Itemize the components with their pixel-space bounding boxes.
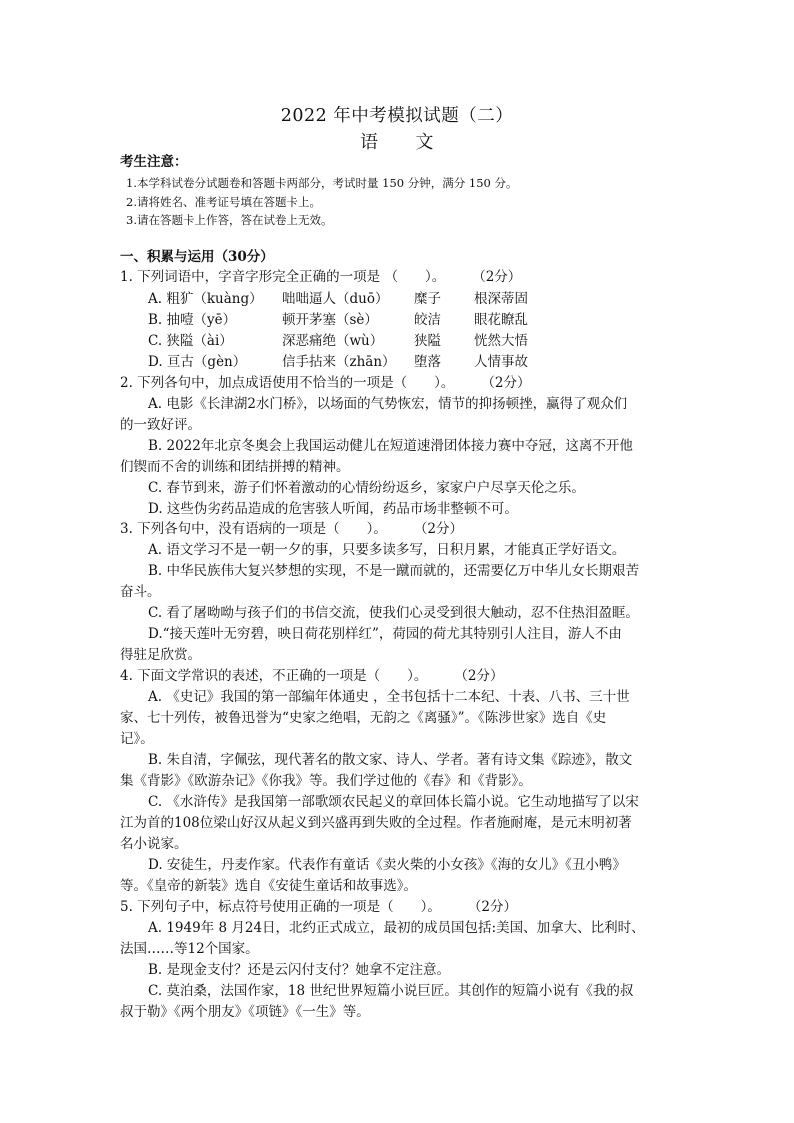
option-b-word: 顿开茅塞（sè） — [282, 312, 378, 328]
subject-title: 语 文 — [360, 132, 434, 153]
option-d-word: 堕落 — [414, 354, 441, 370]
option-a-word: 糜子 — [414, 291, 441, 307]
option-a-word: 咄咄逼人（duō） — [282, 291, 389, 307]
notice-item: 1.本学科试卷分试题卷和答题卡两部分，考试时量 150 分钟，满分 150 分。 — [126, 176, 518, 190]
option-a: A. 语文学习不是一朝一夕的事，只要多读多写，日积月累，才能真正学好语文。 — [148, 542, 626, 558]
option-c: C. 莫泊桑，法国作家，18 世纪世界短篇小说巨匠。其创作的短篇小说有《我的叔 — [148, 983, 634, 999]
option-c: C. 狭隘（ài） — [148, 333, 233, 349]
question-stem: 1. 下列词语中，字音字形完全正确的一项是 （ ）。 （2分） — [120, 269, 522, 285]
question-stem: 2. 下列各句中，加点成语使用不恰当的一项是（ ）。 （2分） — [120, 375, 531, 391]
notice-item: 3.请在答题卡上作答，答在试卷上无效。 — [126, 213, 333, 227]
option-b: B. 朱自清，字佩弦，现代著名的散文家、诗人、学者。著有诗文集《踪迹》，散文 — [148, 752, 633, 768]
option-a: A. 1949年 8 月24日，北约正式成立，最初的成员国包括:美国、加拿大、比利时、 — [148, 920, 645, 936]
option-d-word: 信手拈来（zhān） — [282, 354, 396, 370]
option-b: B. 2022年北京冬奥会上我国运动健儿在短道速滑团体接力赛中夺冠，这离不开他 — [148, 438, 633, 454]
option-c: C. 看了屠呦呦与孩子们的书信交流，使我们心灵受到很大触动，忍不住热泪盈眶。 — [148, 605, 639, 621]
option-d-cont: 等。《皇帝的新装》选自《安徒生童话和故事选》。 — [120, 878, 417, 894]
option-c: C. 春节到来，游子们怀着激动的心情纷纷返乡，家家户户尽享天伦之乐。 — [148, 480, 585, 496]
option-a: A. 粗犷（kuàng） — [148, 291, 263, 307]
option-a-cont: 家、七十列传，被鲁迅誉为“史家之绝唱，无韵之《离骚》”。《陈涉世家》选自《史 — [120, 710, 607, 726]
option-c-word: 深恶痛绝（wù） — [282, 333, 384, 349]
question-stem: 3. 下列各句中，没有语病的一项是（ ）。 （2分） — [120, 521, 464, 537]
question-stem: 4. 下面文学常识的表述，不正确的一项是（ ）。 （2分） — [120, 668, 504, 684]
option-b: B. 抽噎（yē） — [148, 312, 237, 328]
option-c-word: 恍然大悟 — [474, 333, 528, 349]
option-c-word: 狭隘 — [414, 333, 441, 349]
option-b-word: 皎洁 — [414, 312, 441, 328]
option-a: A. 《史记》我国的第一部编年体通史 ，全书包括十二本纪、十表、八书、三十世 — [148, 689, 630, 705]
option-b-cont: 集《背影》《欧游杂记》《你我》等。我们学过他的《春》和《背影》。 — [120, 773, 532, 789]
option-d: D.“接天莲叶无穷碧，映日荷花别样红”，荷园的荷尤其特别引人注目，游人不由 — [148, 626, 622, 642]
exam-title: 2022 年中考模拟试题（二） — [280, 106, 514, 126]
option-a: A. 电影《长津湖2水门桥》，以场面的气势恢宏，情节的抑扬顿挫，赢得了观众们 — [148, 396, 628, 412]
option-d: D. 安徒生，丹麦作家。代表作有童话《卖火柴的小女孩》《海的女儿》《丑小鸭》 — [148, 857, 626, 873]
option-a-word: 根深蒂固 — [474, 291, 528, 307]
option-c: C. 《水浒传》是我国第一部歌颂农民起义的章回体长篇小说。它生动地描写了以宋 — [148, 794, 639, 810]
option-c-cont: 名小说家。 — [120, 836, 188, 852]
option-a-cont: 记》。 — [120, 731, 154, 747]
option-d-word: 人情事故 — [474, 354, 528, 370]
notice-item: 2.请将姓名、准考证号填在答题卡上。 — [126, 195, 321, 209]
option-b: B. 中华民族伟大复兴梦想的实现，不是一蹴而就的，还需要亿万中华儿女长期艰苦 — [148, 563, 640, 579]
option-a-cont: 的一致好评。 — [120, 417, 201, 433]
option-c-cont: 江为首的108位梁山好汉从起义到兴盛再到失败的全过程。作者施耐庵，是元末明初著 — [120, 815, 632, 831]
option-a-cont: 法国……等12个国家。 — [120, 941, 259, 957]
option-b-cont: 奋斗。 — [120, 584, 161, 600]
option-b: B. 是现金支付？还是云闪付支付？她拿不定注意。 — [148, 962, 451, 978]
notice-heading: 考生注意： — [120, 154, 188, 170]
section-heading: 一、积累与运用（30分） — [120, 249, 274, 265]
option-b-cont: 们锲而不舍的训练和团结拼搏的精神。 — [120, 459, 350, 475]
option-d: D. 亘古（gèn） — [148, 354, 247, 370]
option-c-cont: 叔于勒》《两个朋友》《项链》《一生》等。 — [120, 1004, 370, 1020]
option-d-cont: 得驻足欣赏。 — [120, 647, 201, 663]
option-d: D. 这些伪劣药品造成的危害骇人听闻，药品市场非整顿不可。 — [148, 501, 518, 517]
question-stem: 5. 下列句子中，标点符号使用正确的一项是（ ）。 （2分） — [120, 899, 518, 915]
option-b-word: 眼花瞭乱 — [474, 312, 528, 328]
